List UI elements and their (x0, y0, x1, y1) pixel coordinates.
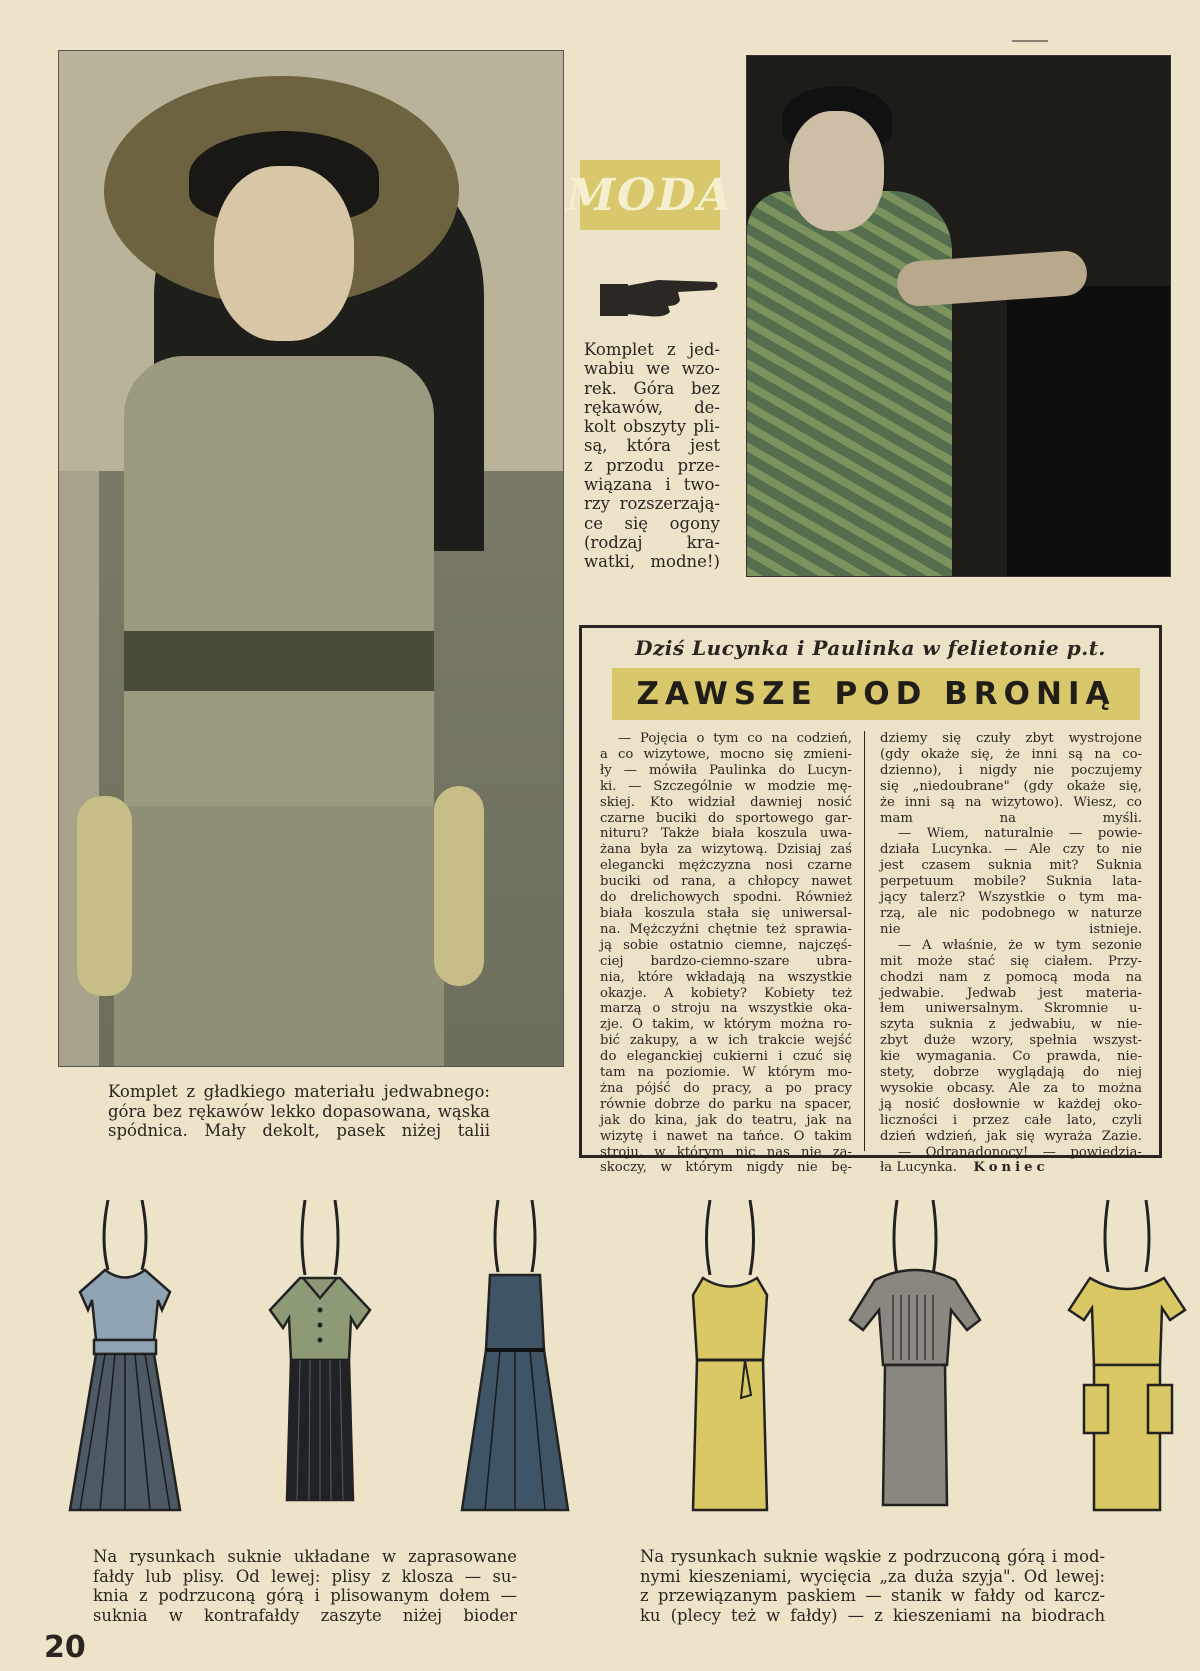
pointing-hand-icon (598, 270, 720, 320)
face (214, 166, 354, 341)
belt (124, 631, 434, 691)
caption-pleated-dresses (93, 1547, 517, 1625)
feuilleton-intro: Dziś Lucynka i Paulinka w felietonie p.t. (635, 636, 1106, 660)
text-line: Na rysunkach suknie wąskie z podrzuconą górą i mod- (640, 1547, 1105, 1566)
text-line: zbyt duże wzory, spełnia wszyst- (880, 1033, 1142, 1049)
text-line: ły — mówiła Paulinka do Lucyn- (600, 762, 852, 778)
feuilleton-column-2 (880, 731, 1142, 1176)
text-line: szyta suknia z jedwabiu, w nie- (880, 1017, 1142, 1033)
text-line: mit może stać się ciałem. Przy- (880, 953, 1142, 969)
text-line: (rodzaj kra- (584, 532, 720, 552)
text-line: dzienno), i nigdy nie poczujemy (880, 762, 1142, 778)
end-word: Koniec (964, 1160, 1049, 1176)
text-line: wabiu we wzo- (584, 359, 720, 379)
drawing-blouse-pleated-dress (245, 1200, 395, 1530)
text-line: wizytę i nawet na tańce. O takim (600, 1128, 852, 1144)
text-line: spódnica. Mały dekolt, pasek niżej talii (108, 1121, 490, 1140)
text-line: perpetuum mobile? Suknia lata- (880, 874, 1142, 890)
photo-woman-in-hat (58, 50, 564, 1067)
text-line: knia z podrzuconą górą i plisowanym dołem — (93, 1586, 517, 1605)
drawing-hip-pocket-dress (1050, 1200, 1200, 1530)
text-line: żana była za wizytową. Dzisiaj zaś (600, 842, 852, 858)
blouse (124, 356, 434, 826)
text-line: wysokie obcasy. Ale za to można (880, 1080, 1142, 1096)
text-line: do drelichowych spodni. Również (600, 890, 852, 906)
text-line: ki. — Szczególnie w modzie mę- (600, 778, 852, 794)
text-line: ce się ogony (584, 513, 720, 533)
text-line: zje. O takim, w którym można ro- (600, 1017, 852, 1033)
text-line: rękawów, de- (584, 397, 720, 417)
text-line: biała koszula stała się uniwersal- (600, 905, 852, 921)
text-line: nie istnieje. (880, 921, 1142, 937)
moda-logo-text: MODA (566, 169, 734, 221)
moda-logo (566, 160, 734, 230)
feuilleton-column-1 (600, 731, 852, 1176)
text-line: ła Lucynka. Koniec (880, 1160, 1049, 1176)
text-line: dziemy się czuły zbyt wystrojone (880, 731, 1142, 746)
photo-woman-patterned-dress (746, 55, 1171, 577)
text-line: nymi kieszeniami, wycięcia „za duża szyja". Od lewej: (640, 1566, 1105, 1586)
top-mark (1012, 40, 1048, 42)
text-line: mam na myśli. (880, 810, 1142, 826)
skirt (114, 806, 444, 1066)
text-line: działa Lucynka. — Ale czy to nie (880, 842, 1142, 858)
text-line: Komplet z gładkiego materiału jedwabnego: (108, 1082, 490, 1101)
text-line: z przewiązanym paskiem — stanik w fałdy od karcz- (640, 1586, 1105, 1605)
text-line: czarne buciki do sportowego gar- (600, 810, 852, 826)
text-line: dzień wdzień, jak się wyraża Zazie. (880, 1128, 1142, 1144)
text-line: buciki od rana, a chłopcy nawet (600, 874, 852, 890)
text-line: watki, modne!) (584, 552, 720, 572)
text-line: Komplet z jed- (584, 340, 720, 359)
text-line: Na rysunkach suknie układane w zaprasowane (93, 1547, 517, 1566)
text-line: są, która jest (584, 436, 720, 456)
glove-left (77, 796, 132, 996)
drawing-yoke-pleated-dress (835, 1200, 985, 1530)
text-line: fałdy lub plisy. Od lewej: plisy z klosza — su- (93, 1566, 517, 1586)
text-line: a co wizytowe, mocno się zmieni- (600, 746, 852, 762)
text-line: ją nosić dosłownie w każdej oko- (880, 1096, 1142, 1112)
text-line: stroju, w którym nic nas nie za- (600, 1144, 852, 1160)
text-line: ku (plecy też w fałdy) — z kieszeniami na biodrach (640, 1605, 1105, 1625)
feuilleton-title: ZAWSZE POD BRONIĄ (612, 668, 1140, 720)
text-line: żna pójść do pracy, a po pracy (600, 1080, 852, 1096)
caption-narrow-dresses (640, 1547, 1105, 1625)
face (789, 111, 884, 231)
text-line: ciej bardzo-ciemno-szare ubra- (600, 953, 852, 969)
text-line: nituru? Także biała koszula uwa- (600, 826, 852, 842)
text-line: — Wiem, naturalnie — powie- (898, 826, 1142, 842)
text-line: rek. Góra bez (584, 378, 720, 398)
text-line: łem uniwersalnym. Skromnie u- (880, 1001, 1142, 1017)
text-line: tam na poziomie. W którym mo- (600, 1065, 852, 1081)
text-line: że inni są na wizytowo). Wiesz, co (880, 794, 1142, 810)
caption-smooth-silk-set (108, 1082, 490, 1141)
text-line: z przodu prze- (584, 455, 720, 475)
text-line: (gdy okaże się, że inni są na co- (880, 746, 1142, 762)
dark-table (1007, 286, 1170, 577)
text-line: kolt obszyty pli- (584, 417, 720, 437)
text-line: suknia w kontrafałdy zaszyte niżej bioder (93, 1605, 517, 1625)
text-line: równie dobrze do parku na spacer, (600, 1096, 852, 1112)
text-line: wiązana i two- (584, 475, 720, 495)
text-line: kie wymagania. Co prawda, nie- (880, 1049, 1142, 1065)
text-line: liczności i przez całe lato, czyli (880, 1112, 1142, 1128)
text-line: rzą, ale nic podobnego w naturze (880, 905, 1142, 921)
dress-pattern (747, 191, 952, 576)
text-line: góra bez rękawów lekko dopasowana, wąska (108, 1101, 490, 1121)
caption-silk-set (584, 340, 720, 572)
text-line: — Pojęcia o tym co na codzień, (618, 731, 852, 746)
glove-right (434, 786, 484, 986)
text-line: nia, które wkładają na wszystkie (600, 969, 852, 985)
text-line: — A właśnie, że w tym sezonie (898, 937, 1142, 953)
text-line: — Odranadonocy! — powiedzia- (898, 1144, 1142, 1160)
text-line: elegancki mężczyzna nosi czarne (600, 858, 852, 874)
feuilleton-box (579, 625, 1162, 1176)
page-number: 20 (44, 1630, 86, 1665)
drawing-pleated-flare-dress (50, 1200, 200, 1530)
column-divider (864, 731, 865, 1151)
text-line: na. Mężczyźni chętnie też sprawia- (600, 921, 852, 937)
drawing-box-pleat-dress (440, 1200, 590, 1530)
text-line: okazje. A kobiety? Kobiety też (600, 985, 852, 1001)
text-line: jak do kina, jak do teatru, jak na (600, 1112, 852, 1128)
text-line: bić zakupy, a w ich trakcie wejść (600, 1033, 852, 1049)
text-line: rzy rozszerzają- (584, 494, 720, 514)
text-line: stety, dobrze wyglądają do niej (880, 1065, 1142, 1081)
text-line: się „niedoubrane" (gdy okaże się, (880, 778, 1142, 794)
text-line: jest czasem suknia mit? Suknia (880, 858, 1142, 874)
text-line: skoczy, w którym nigdy nie bę- (600, 1160, 852, 1176)
text-line: do eleganckiej cukierni i czuć się (600, 1049, 852, 1065)
text-line: jedwabie. Jedwab jest materia- (880, 985, 1142, 1001)
text-line: chodzi nam z pomocą moda na (880, 969, 1142, 985)
drawing-tied-belt-dress (655, 1200, 805, 1530)
text-line: ją sobie ostatnio ciemne, najczęś- (600, 937, 852, 953)
text-line: skiej. Kto widział dawniej nosić (600, 794, 852, 810)
text-line: marzą o stroju na wszystkie oka- (600, 1001, 852, 1017)
text-line: jący talerz? Wszystkie o tym ma- (880, 890, 1142, 906)
